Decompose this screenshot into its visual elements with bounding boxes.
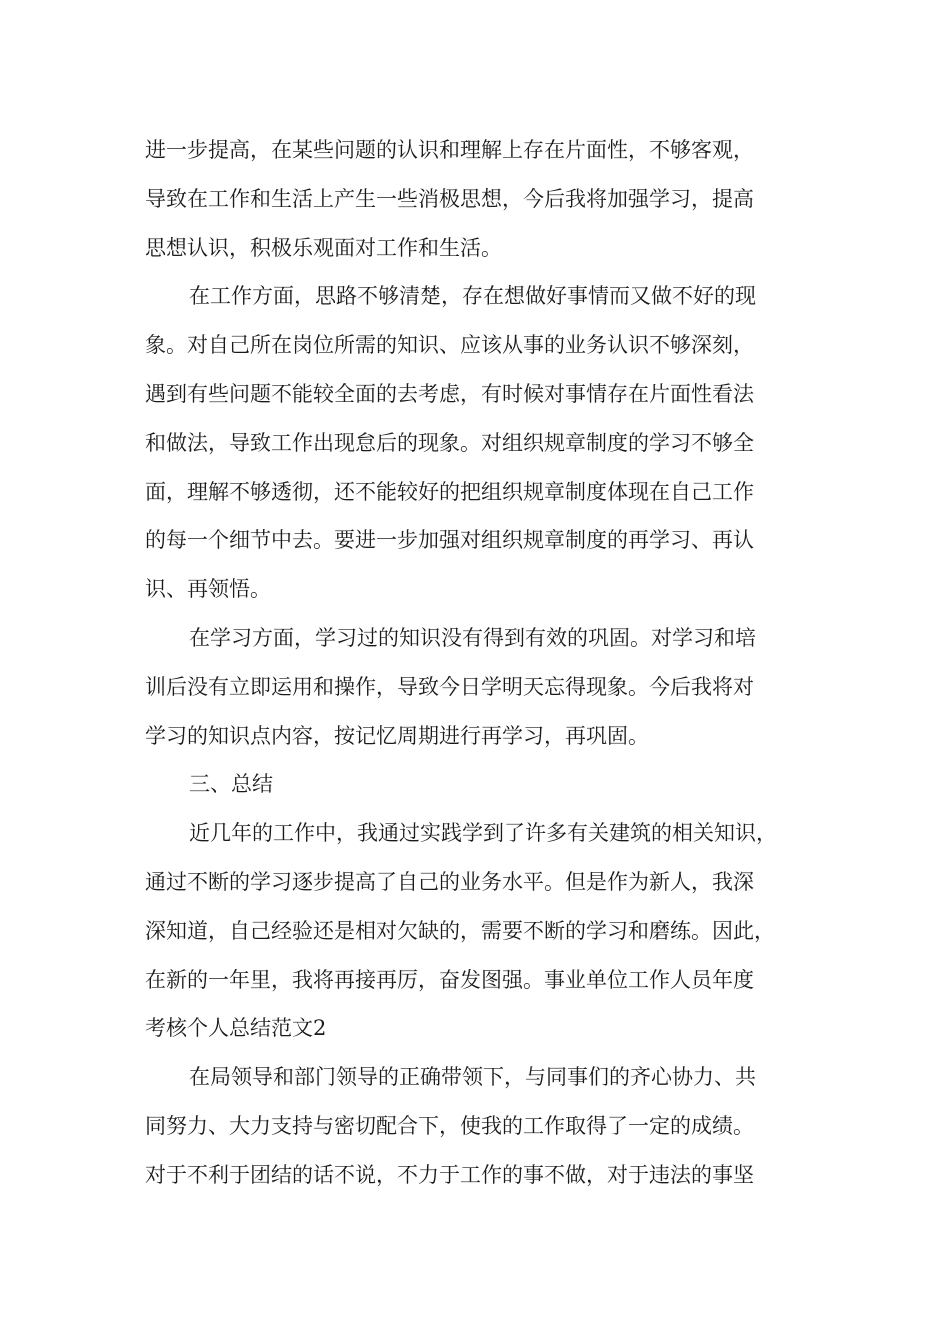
text-line: 识、再领悟。	[145, 577, 271, 602]
text-line: 思想认识，积极乐观面对工作和生活。	[145, 235, 502, 260]
text-line: 在新的一年里，我将再接再厉，奋发图强。事业单位工作人员年度	[145, 967, 754, 992]
text-line: 学习的知识点内容，按记忆周期进行再学习，再巩固。	[145, 723, 649, 748]
text-line: 进一步提高，在某些问题的认识和理解上存在片面性，不够客观，	[145, 138, 754, 162]
section-heading: 三、总结	[189, 772, 273, 797]
text-line: 深知道，自己经验还是相对欠缺的，需要不断的学习和磨练。因此，	[145, 918, 775, 943]
text-line: 的每一个细节中去。要进一步加强对组织规章制度的再学习、再认	[145, 528, 754, 553]
paragraph-start-line: 在学习方面，学习过的知识没有得到有效的巩固。对学习和培	[189, 625, 756, 650]
paragraph-start-line: 近几年的工作中，我通过实践学到了许多有关建筑的相关知识，	[189, 821, 777, 846]
paragraph-start-line: 在工作方面，思路不够清楚，存在想做好事情而又做不好的现	[189, 284, 756, 309]
text-line: 面，理解不够透彻，还不能较好的把组织规章制度体现在自己工作	[145, 479, 754, 504]
text-line: 训后没有立即运用和操作，导致今日学明天忘得现象。今后我将对	[145, 674, 754, 699]
document-body	[145, 126, 805, 1200]
text-line: 和做法，导致工作出现怠后的现象。对组织规章制度的学习不够全	[145, 430, 754, 455]
text-line: 同努力、大力支持与密切配合下，使我的工作取得了一定的成绩。	[145, 1113, 754, 1138]
text-line: 通过不断的学习逐步提高了自己的业务水平。但是作为新人，我深	[145, 869, 754, 894]
text-line: 象。对自己所在岗位所需的知识、应该从事的业务认识不够深刻，	[145, 333, 754, 358]
text-line: 导致在工作和生活上产生一些消极思想，今后我将加强学习，提高	[145, 186, 754, 211]
text-line: 对于不利于团结的话不说，不力于工作的事不做，对于违法的事坚	[145, 1162, 754, 1187]
text-line: 考核个人总结范文2	[145, 1016, 327, 1041]
text-line: 遇到有些问题不能较全面的去考虑，有时候对事情存在片面性看法	[145, 381, 754, 406]
paragraph-start-line: 在局领导和部门领导的正确带领下，与同事们的齐心协力、共	[189, 1065, 756, 1090]
